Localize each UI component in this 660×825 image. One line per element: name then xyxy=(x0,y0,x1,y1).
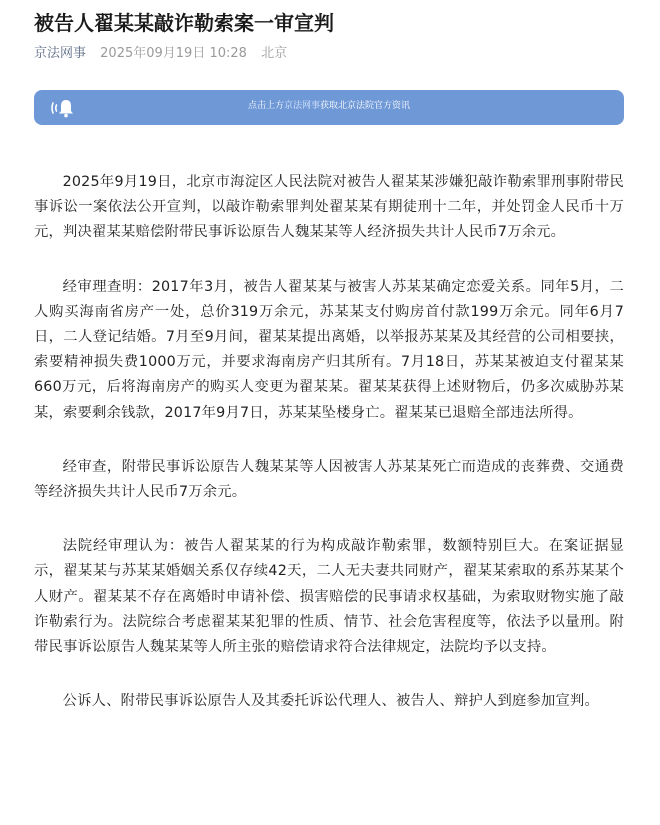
follow-banner[interactable] xyxy=(34,90,624,125)
publish-datetime: 2025年09月19日 10:28 xyxy=(100,46,247,61)
article-meta xyxy=(34,43,287,65)
banner-text xyxy=(34,100,624,113)
paragraph-civil-review: 经审查，附带民事诉讼原告人魏某某等人因被害人苏某某死亡而造成的丧葬费、交通费等经济损失共计人民币7万余元。 xyxy=(34,458,624,501)
publish-location: 北京 xyxy=(261,46,288,61)
banner-suffix: 获取北京法院官方资讯 xyxy=(320,101,411,111)
article-body xyxy=(34,170,624,714)
banner-source-link[interactable]: 京法网事 xyxy=(283,101,320,111)
paragraph-attendance: 公诉人、附带民事诉讼原告人及其委托诉讼代理人、被告人、辩护人到庭参加宣判。 xyxy=(62,693,599,710)
paragraph-facts: 经审理查明：2017年3月，被告人翟某某与被害人苏某某确定恋爱关系。同年5月，二人购买海南省房产一处，总价319万余元，苏某某支付购房首付款199万余元。同年6月7日，二人登记结婚。7月至9月间，翟某某提出离婚，以举报苏某某及其经营的公司相要挟，索要精神损失费1000万元，并要求海南房产归其所有。7月18日，苏某某被迫支付翟某某660万元，后将海南房产的购买人变更为翟某某。翟某某获得上述财物后，仍多次威胁苏某某，索要剩余钱款，2017年9月7日，苏某某坠楼身亡。翟某某已退赔全部违法所得。 xyxy=(34,278,624,421)
article-title: 被告人翟某某敲诈勒索案一审宣判 xyxy=(34,11,334,35)
paragraph-verdict: 2025年9月19日，北京市海淀区人民法院对被告人翟某某涉嫌犯敲诈勒索罪刑事附带民事诉讼一案依法公开宣判，以敲诈勒索罪判处翟某某有期徒刑十二年，并处罚金人民币十万元，判决翟某某赔偿附带民事诉讼原告人魏某某等人经济损失共计人民币7万余元。 xyxy=(34,174,624,241)
banner-prefix: 点击上方 xyxy=(247,101,284,111)
source-link[interactable]: 京法网事 xyxy=(34,46,87,61)
paragraph-court-opinion: 法院经审理认为：被告人翟某某的行为构成敲诈勒索罪，数额特别巨大。在案证据显示，翟某某与苏某某婚姻关系仅存续42天，二人无夫妻共同财产，翟某某索取的系苏某某个人财产。翟某某不存在离婚时申请补偿、损害赔偿的民事请求权基础，为索取财物实施了敲诈勒索行为。法院综合考虑翟某某犯罪的性质、情节、社会危害程度等，依法予以量刑。附带民事诉讼原告人魏某某等人所主张的赔偿请求符合法律规定，法院均予以支持。 xyxy=(34,538,624,656)
